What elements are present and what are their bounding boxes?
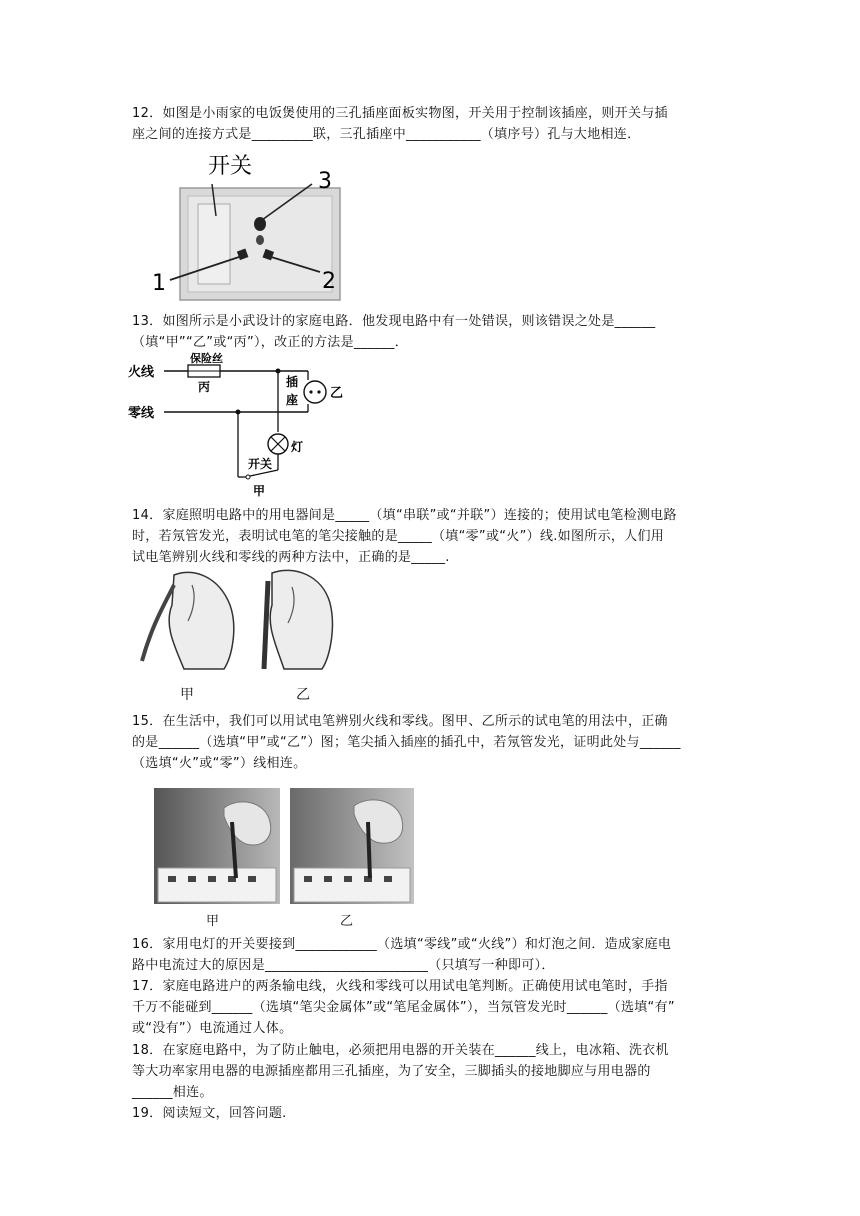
socket-label-char-1: 插: [286, 375, 299, 389]
question-13-line-2: （填“甲”“乙”或“丙”），改正的方法是______．: [132, 335, 409, 350]
question-15-line-3: （选填“火”或“零”）线相连。: [132, 756, 307, 771]
jia-label: 甲: [253, 484, 266, 498]
question-17-line-1: 17．家庭电路进户的两条输电线，火线和零线可以用试电笔判断。正确使用试电笔时，手指: [132, 979, 668, 994]
question-12-line-1: 12．如图是小雨家的电饭煲使用的三孔插座面板实物图，开关用于控制该插座，则开关与插: [132, 106, 668, 121]
q15-figure-label-right: 乙: [340, 914, 354, 929]
question-16-line-2: 路中电流过大的原因是________________________（只填写一种即可）．: [132, 958, 555, 973]
question-19: [132, 1103, 732, 1124]
household-circuit-diagram: [128, 352, 368, 502]
question-18-line-1: 18．在家庭电路中，为了防止触电，必须把用电器的开关装在______线上，电冰箱、洗衣机: [132, 1043, 669, 1058]
live-wire-label: 火线: [128, 365, 155, 380]
question-14-line-1: 14．家庭照明电路中的用电器间是_____（填“串联”或“并联”）连接的；使用试电笔检测电路: [132, 508, 677, 523]
socket-switch-label: 开关: [208, 154, 253, 179]
question-14: [132, 505, 732, 568]
q14-figure-label-left: 甲: [180, 687, 194, 703]
question-16-line-1: 16．家用电灯的开关要接到____________（选填“零线”或“火线”）和灯泡之间．造成家庭电: [132, 937, 672, 952]
question-17: [132, 976, 732, 1039]
question-16: [132, 934, 732, 976]
socket-panel-figure: [150, 148, 350, 303]
socket-hole-3-label: 3: [318, 169, 332, 194]
question-15-line-1: 15．在生活中，我们可以用试电笔辨别火线和零线。图甲、乙所示的试电笔的用法中，正确: [132, 714, 668, 729]
question-13: [132, 311, 732, 353]
question-18-line-2: 等大功率家用电器的电源插座都用三孔插座，为了安全，三脚插头的接地脚应与用电器的: [132, 1064, 651, 1079]
q15-figure-label-left: 甲: [206, 914, 220, 929]
question-18-line-3: ______相连。: [132, 1085, 213, 1100]
socket-label-char-2: 座: [286, 393, 299, 407]
lamp-label: 灯: [291, 440, 304, 454]
question-17-line-3: 或“没有”）电流通过人体。: [132, 1021, 293, 1036]
q14-figure-label-right: 乙: [296, 687, 310, 703]
socket-symbol: [304, 381, 326, 403]
question-12-line-2: 座之间的连接方式是_________联，三孔插座中___________（填序号）孔与大地相连．: [132, 127, 641, 142]
test-pen-socket-photos: [154, 788, 414, 906]
question-15-line-2: 的是______（选填“甲”或“乙”）图；笔尖插入插座的插孔中，若氖管发光，证明此处与______: [132, 735, 681, 750]
socket-hole-2-label: 2: [322, 269, 336, 294]
neutral-wire-label: 零线: [128, 406, 155, 421]
question-12: [132, 103, 732, 145]
yi-label: 乙: [330, 386, 344, 401]
question-19-line-1: 19．阅读短文，回答问题.: [132, 1106, 287, 1121]
question-17-line-2: 千万不能碰到______（选填“笔尖金属体”或“笔尾金属体”），当氖管发光时______（选填“有”: [132, 1000, 675, 1015]
question-15: [132, 711, 732, 774]
test-pen-hands-figure: [134, 565, 364, 673]
bing-label: 丙: [198, 380, 211, 394]
question-13-line-1: 13．如图所示是小武设计的家庭电路．他发现电路中有一处错误，则该错误之处是______: [132, 314, 656, 329]
question-14-line-3: 试电笔辨别火线和零线的两种方法中，正确的是_____.: [132, 550, 450, 565]
fuse-label: 保险丝: [190, 352, 223, 365]
switch-label: 开关: [248, 457, 273, 471]
question-18: [132, 1040, 732, 1103]
question-14-line-2: 时，若氖管发光，表明试电笔的笔尖接触的是_____（填“零”或“火”）线.如图所示，人们用: [132, 529, 665, 544]
socket-hole-1-label: 1: [152, 271, 166, 296]
